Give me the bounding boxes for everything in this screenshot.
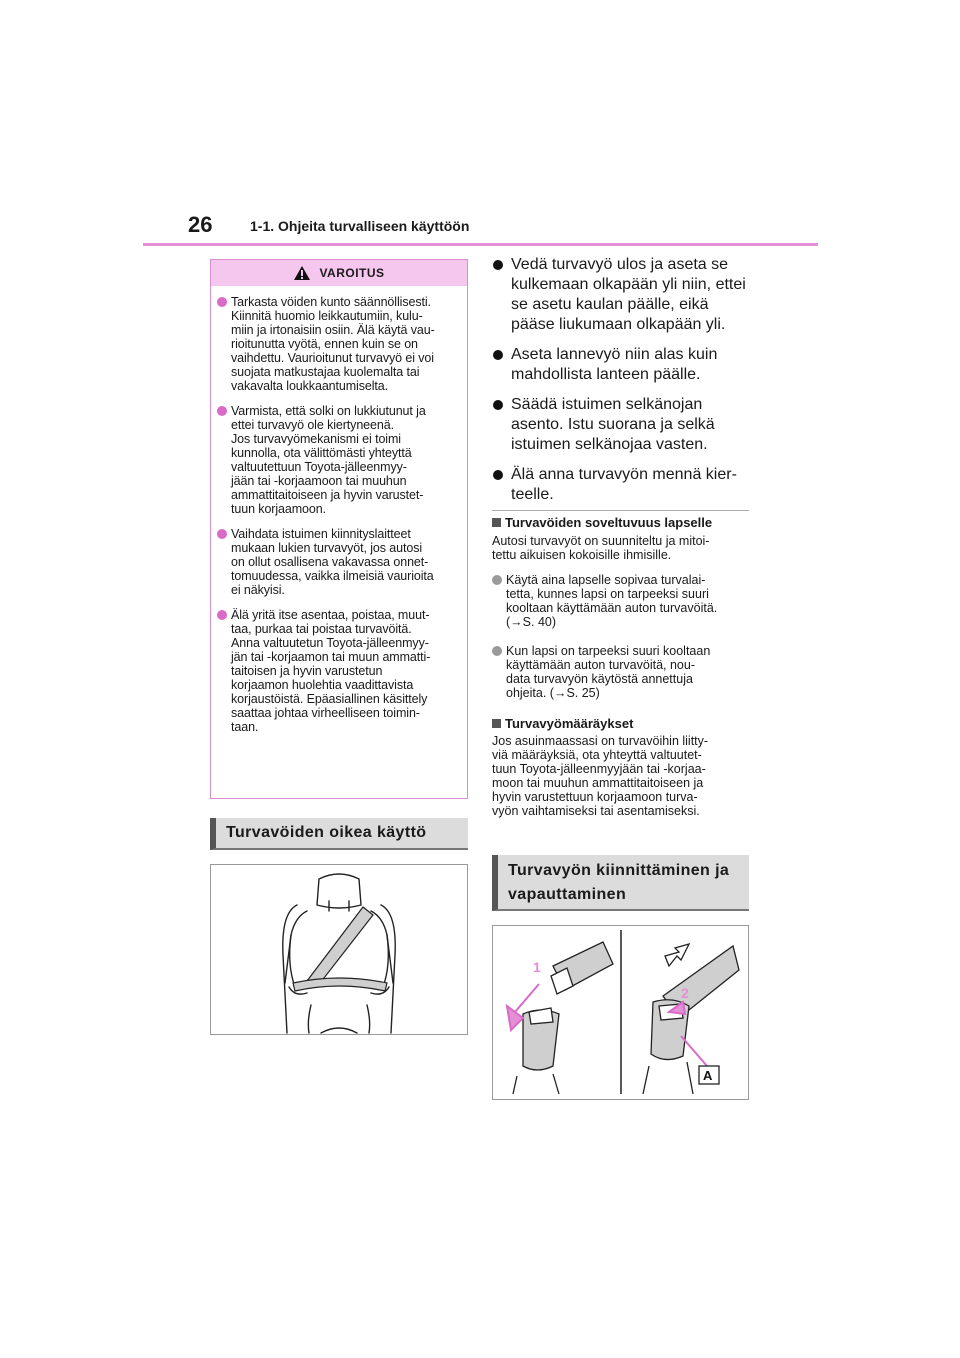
bullet-icon xyxy=(493,400,503,410)
buckle-fastening-illustration xyxy=(493,926,748,1099)
chapter-title: 1-1. Ohjeita turvalliseen käyttöön xyxy=(250,218,470,234)
buckle-illustration xyxy=(492,925,749,1100)
heading-text: Turvavyömääräykset xyxy=(505,716,634,731)
warning-item-text: Varmista, että solki on lukkiutunut ja ettei turvavyö ole kiertyneenä. Jos turvavyömekanismi ei toimi kunnolla, ota välittömästi yhteyttä valtuutettuun Toyota-jälleenmyy- jään tai -korjaamoon tai muuhun ammattitaitoiseen ja hyvin varustet- tuun korjaamoon. xyxy=(231,404,426,516)
bullet-icon xyxy=(217,406,227,416)
seated-person-illustration xyxy=(211,865,467,1034)
section-title-line1: Turvavyön kiinnittäminen ja xyxy=(508,862,730,879)
warning-item-text: Vaihdata istuimen kiinnityslaitteet mukaan lukien turvavyöt, jos autosi on ollut osallisena vakavassa onnet- tomuudessa, vaikka ilmeisiä vaurioita ei näkyisi. xyxy=(231,527,434,597)
warning-header xyxy=(211,260,467,286)
seatbelt-wearing-illustration xyxy=(210,864,468,1035)
warning-item xyxy=(217,527,461,597)
usage-step xyxy=(492,255,752,335)
page-number: 26 xyxy=(188,212,213,237)
bullet-icon xyxy=(492,575,502,585)
usage-step-text: Aseta lannevyö niin alas kuin mahdollista lanteen päälle. xyxy=(511,346,718,383)
usage-step xyxy=(492,345,752,385)
regulations-text: Jos asuinmaassasi on turvavöihin liitty- viä määräyksiä, ota yhteyttä valtuutet- tuun Toyota-jälleenmyyjään tai -korjaa- moon tai muuhun ammattitaitoiseen ja hyvin varustettuun korjaamoon turva- vyön vaihtamiseksi tai asentamiseksi. xyxy=(492,734,709,818)
bullet-icon xyxy=(217,297,227,307)
section-title: Turvavöiden oikea käyttö xyxy=(226,824,427,841)
child-suitability-intro: Autosi turvavyöt on suunniteltu ja mitoi- tettu aikuisen kokoisille ihmisille. xyxy=(492,534,710,562)
section-title-line2: vapauttaminen xyxy=(508,886,627,903)
step-1-label: 1 xyxy=(533,959,541,975)
bullet-icon xyxy=(493,350,503,360)
warning-title: VAROITUS xyxy=(319,266,385,280)
bullet-icon xyxy=(493,470,503,480)
callout-a-label: A xyxy=(703,1068,713,1083)
header-rule xyxy=(143,243,818,246)
warning-item-text: Tarkasta vöiden kunto säännöllisesti. Kiinnitä huomio leikkautumiin, kulu- miin ja irtonaisiin osiin. Älä käytä vau- rioitunutta vyötä, ennen kuin se on vaihdettu. Vaurioitunut turvavyö ei voi suojata matkustajaa kuolemalta tai vakavalta loukkaantumiselta. xyxy=(231,295,435,393)
bullet-icon xyxy=(217,610,227,620)
square-bullet-icon xyxy=(492,719,501,728)
bullet-icon xyxy=(493,260,503,270)
warning-item xyxy=(217,295,461,393)
warning-box xyxy=(210,259,468,799)
bullet-icon xyxy=(217,529,227,539)
heading-text: Turvavöiden soveltuvuus lapselle xyxy=(505,515,713,530)
warning-item xyxy=(217,608,461,734)
step-2-label: 2 xyxy=(681,985,689,1001)
section-divider xyxy=(492,510,749,511)
right-column xyxy=(492,255,752,515)
warning-item xyxy=(217,404,461,516)
usage-step-text: Vedä turvavyö ulos ja aseta se kulkemaan olkapään yli niin, ettei se asetu kaulan päälle, eikä pääse liukumaan olkapään yli. xyxy=(511,256,746,333)
item-text: Kun lapsi on tarpeeksi suuri kooltaan käyttämään auton turvavöitä, nou- data turvavyön käytöstä annettuja ohjeita. (→S. 25) xyxy=(506,644,711,700)
section-header-fastening xyxy=(492,855,749,911)
child-suitability-item xyxy=(492,573,752,629)
usage-step xyxy=(492,465,752,505)
item-text: Käytä aina lapselle sopivaa turvalai- tetta, kunnes lapsi on tarpeeksi suuri kooltaan käyttämään auton turvavöitä. (→S. 40) xyxy=(506,573,718,629)
square-bullet-icon xyxy=(492,518,501,527)
section-header-correct-use xyxy=(210,818,468,850)
usage-step-text: Älä anna turvavyön mennä kier-teelle. xyxy=(511,466,737,503)
bullet-icon xyxy=(492,646,502,656)
warning-triangle-icon xyxy=(293,265,311,281)
child-suitability-heading xyxy=(492,515,712,530)
regulations-heading xyxy=(492,716,633,731)
usage-step-text: Säädä istuimen selkänojan asento. Istu suorana ja selkä istuimen selkänojaa vasten. xyxy=(511,396,715,453)
warning-item-text: Älä yritä itse asentaa, poistaa, muut- taa, purkaa tai poistaa turvavöitä. Anna valtuutetun Toyota-jälleenmyy- jän tai -korjaamon tai muun ammatti- taitoisen ja hyvin varustetun korjaamon huolehtia vaadittavista korjaustöistä. Epäasiallinen käsittely saattaa johtaa virheelliseen toimin- taan. xyxy=(231,608,431,734)
usage-step xyxy=(492,395,752,455)
child-suitability-item xyxy=(492,644,752,700)
